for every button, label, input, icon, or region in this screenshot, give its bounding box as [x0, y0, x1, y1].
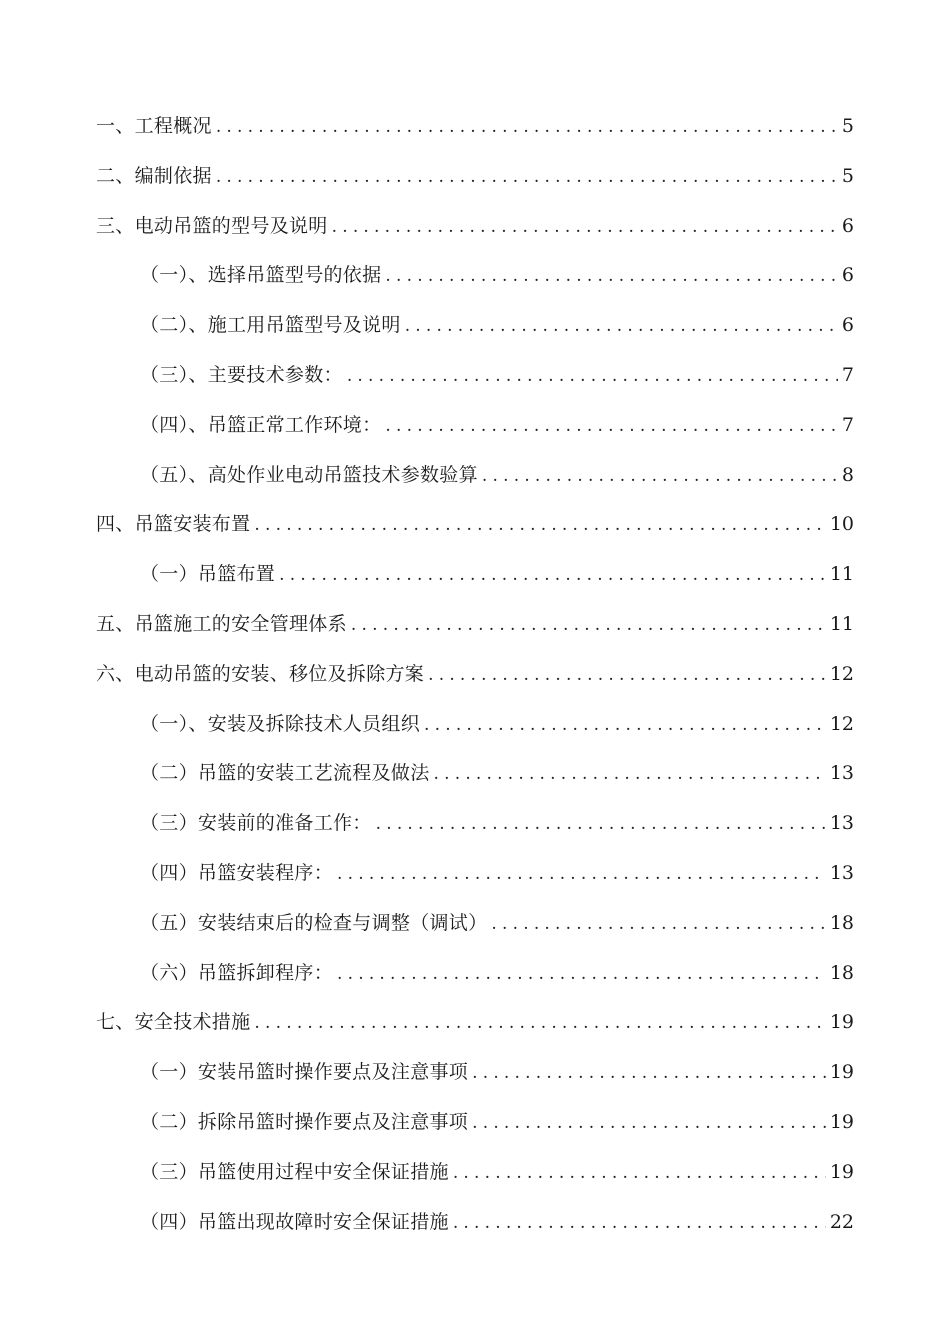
toc-entry-page: 19	[829, 1011, 854, 1034]
toc-entry-title: （一）、安装及拆除技术人员组织	[140, 712, 421, 735]
toc-entry-title: 四、吊篮安装布置	[96, 513, 251, 536]
toc-entry-page: 6	[841, 314, 854, 337]
toc-dot-leader	[254, 999, 825, 1049]
toc-entry[interactable]	[96, 998, 854, 1048]
toc-entry-page: 18	[829, 961, 854, 984]
toc-dot-leader	[376, 800, 826, 850]
toc-entry[interactable]	[96, 1148, 854, 1198]
toc-entry-title: （六）吊篮拆卸程序：	[140, 961, 334, 984]
toc-entry-page: 7	[841, 363, 854, 386]
toc-entry[interactable]	[96, 102, 854, 152]
toc-entry-title: （一）吊篮布置	[140, 563, 276, 586]
toc-dot-leader	[337, 950, 826, 1000]
toc-dot-leader	[385, 402, 838, 452]
toc-entry-page: 5	[841, 115, 854, 137]
toc-entry-title: （四）、吊篮正常工作环境：	[140, 413, 382, 436]
toc-dot-leader	[472, 1099, 826, 1149]
toc-entry-title: （二）拆除吊篮时操作要点及注意事项	[140, 1110, 469, 1133]
toc-dot-leader	[482, 452, 838, 502]
toc-entry-page: 22	[829, 1210, 854, 1233]
toc-entry[interactable]	[96, 152, 854, 202]
toc-entry[interactable]	[96, 700, 854, 750]
toc-entry[interactable]	[96, 1098, 854, 1148]
toc-dot-leader	[453, 1149, 826, 1199]
toc-entry-page: 6	[841, 214, 854, 237]
toc-entry[interactable]	[96, 899, 854, 949]
toc-entry-title: 五、吊篮施工的安全管理体系	[96, 612, 347, 635]
toc-entry-page: 6	[841, 264, 854, 287]
toc-entry-page: 19	[829, 1061, 854, 1084]
toc-entry-page: 10	[829, 513, 854, 536]
toc-dot-leader	[491, 900, 825, 950]
toc-entry-page: 19	[829, 1110, 854, 1133]
toc-entry-page: 7	[841, 413, 854, 436]
toc-dot-leader	[385, 252, 838, 302]
toc-entry[interactable]	[96, 1048, 854, 1098]
toc-dot-leader	[337, 850, 826, 900]
toc-entry[interactable]	[96, 251, 854, 301]
toc-entry[interactable]	[96, 849, 854, 899]
toc-dot-leader	[405, 302, 838, 352]
toc-entry-title: （五）安装结束后的检查与调整（调试）	[140, 911, 488, 934]
toc-entry[interactable]	[96, 749, 854, 799]
toc-entry-page: 8	[841, 463, 854, 486]
toc-entry[interactable]	[96, 949, 854, 999]
toc-entry[interactable]	[96, 202, 854, 252]
toc-dot-leader	[434, 750, 826, 800]
table-of-contents	[96, 102, 854, 1247]
toc-entry-title: 七、安全技术措施	[96, 1011, 251, 1034]
toc-entry-title: （四）吊篮安装程序：	[140, 861, 334, 884]
toc-dot-leader	[428, 651, 826, 701]
toc-entry[interactable]	[96, 351, 854, 401]
toc-entry-page: 12	[829, 712, 854, 735]
toc-entry[interactable]	[96, 650, 854, 700]
toc-entry-page: 13	[829, 861, 854, 884]
toc-entry[interactable]	[96, 799, 854, 849]
toc-entry-title: （四）吊篮出现故障时安全保证措施	[140, 1210, 449, 1233]
toc-entry-title: （三）、主要技术参数：	[140, 363, 343, 386]
toc-entry-title: 三、电动吊篮的型号及说明	[96, 214, 328, 237]
toc-dot-leader	[424, 701, 826, 751]
toc-dot-leader	[216, 103, 838, 153]
toc-dot-leader	[332, 203, 838, 253]
toc-entry[interactable]	[96, 401, 854, 451]
toc-entry-title: （五）、高处作业电动吊篮技术参数验算	[140, 463, 478, 486]
toc-entry-title: （一）安装吊篮时操作要点及注意事项	[140, 1061, 469, 1084]
toc-entry-title: （三）安装前的准备工作：	[140, 812, 372, 835]
toc-entry-title: 一、工程概况	[96, 115, 212, 137]
toc-entry-page: 13	[829, 762, 854, 785]
toc-entry[interactable]	[96, 451, 854, 501]
toc-dot-leader	[279, 551, 826, 601]
toc-entry-title: （二）吊篮的安装工艺流程及做法	[140, 762, 430, 785]
toc-dot-leader	[351, 601, 826, 651]
toc-entry[interactable]	[96, 1198, 854, 1248]
toc-entry[interactable]	[96, 500, 854, 550]
toc-entry[interactable]	[96, 600, 854, 650]
toc-dot-leader	[453, 1199, 826, 1249]
toc-dot-leader	[347, 352, 838, 402]
toc-entry[interactable]	[96, 550, 854, 600]
toc-entry-page: 18	[829, 911, 854, 934]
toc-entry-page: 13	[829, 812, 854, 835]
toc-entry-title: 二、编制依据	[96, 164, 212, 187]
toc-entry-page: 12	[829, 662, 854, 685]
toc-entry-page: 11	[829, 563, 854, 586]
toc-dot-leader	[216, 153, 838, 203]
toc-entry-page: 19	[829, 1160, 854, 1183]
toc-dot-leader	[254, 501, 825, 551]
toc-entry-title: （三）吊篮使用过程中安全保证措施	[140, 1160, 449, 1183]
toc-entry-title: （二）、施工用吊篮型号及说明	[140, 314, 401, 337]
toc-entry[interactable]	[96, 301, 854, 351]
toc-dot-leader	[472, 1049, 826, 1099]
toc-entry-title: （一）、选择吊篮型号的依据	[140, 264, 382, 287]
toc-entry-page: 5	[841, 164, 854, 187]
toc-entry-title: 六、电动吊篮的安装、移位及拆除方案	[96, 662, 425, 685]
toc-entry-page: 11	[829, 612, 854, 635]
